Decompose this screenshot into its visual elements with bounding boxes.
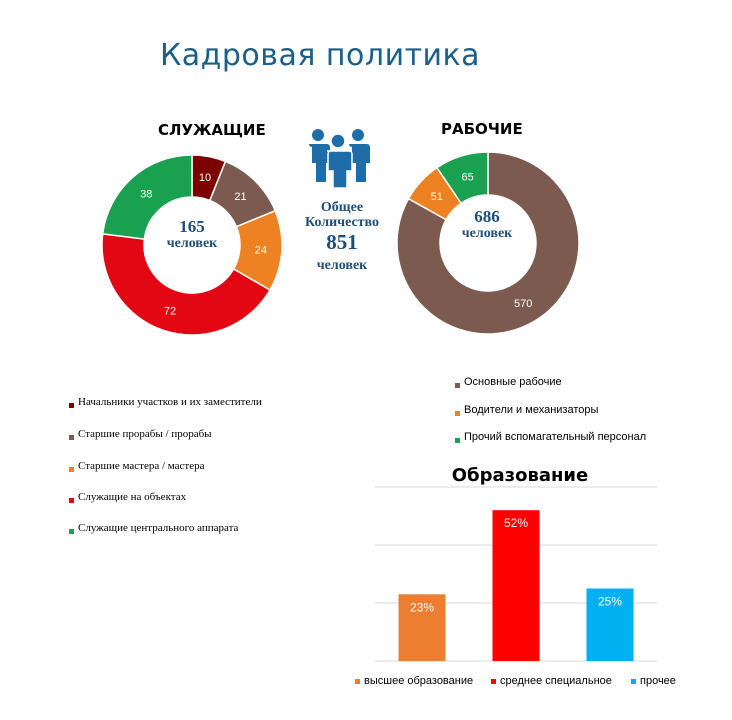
staff-slice-label: 72 (163, 305, 177, 318)
legend-swatch (455, 411, 460, 416)
people-icon (306, 126, 370, 188)
legend-label: Старшие прорабы / прорабы (78, 428, 212, 440)
total-label-2: Количество (304, 215, 380, 230)
education-legend-item (491, 675, 612, 687)
education-bar-label: 25% (597, 594, 623, 609)
legend-swatch (69, 529, 74, 534)
legend-label: Старшие мастера / мастера (78, 460, 205, 472)
staff-slice-label: 21 (234, 190, 247, 203)
workers-center-label (447, 208, 527, 241)
staff-legend-item (69, 396, 262, 408)
legend-label: Основные рабочие (464, 376, 562, 388)
education-bar-label: 23% (409, 600, 435, 615)
workers-center-unit: человек (461, 226, 513, 241)
staff-legend-item (69, 460, 205, 472)
workers-center-value: 686 (474, 207, 500, 226)
staff-center-unit: человек (166, 236, 218, 251)
legend-label: Водители и механизаторы (464, 404, 599, 416)
workers-slice-label: 570 (514, 297, 533, 310)
legend-swatch (355, 679, 360, 684)
legend-label: прочее (640, 675, 676, 687)
workers-slice-label: 51 (430, 191, 443, 204)
workers-slice-label: 65 (461, 171, 474, 184)
workers-legend-item (455, 404, 598, 416)
legend-label: Прочий вспомагательный персонал (464, 431, 647, 443)
education-chart-title: Образование (451, 465, 589, 486)
legend-swatch (69, 435, 74, 440)
staff-slice-label: 38 (140, 188, 153, 201)
legend-label: высшее образование (364, 675, 474, 687)
legend-swatch (455, 438, 460, 443)
total-value: 851 (326, 230, 358, 254)
workers-chart-title: РАБОЧИЕ (441, 120, 523, 138)
staff-center-label (152, 218, 232, 251)
staff-chart-title: СЛУЖАЩИЕ (158, 121, 266, 139)
education-bar-chart (375, 485, 657, 665)
legend-swatch (69, 498, 74, 503)
legend-swatch (69, 467, 74, 472)
workers-legend-item (455, 431, 646, 443)
legend-label: Начальники участков и их заместители (78, 396, 262, 408)
staff-center-value: 165 (179, 217, 205, 236)
workers-donut-chart (397, 152, 579, 334)
workers-legend-item (455, 376, 562, 388)
education-bar-label: 52% (503, 516, 529, 531)
education-legend-item (631, 675, 676, 687)
education-bar (493, 510, 540, 661)
staff-legend-item (69, 428, 212, 440)
staff-slice-label: 24 (254, 244, 267, 257)
education-legend-item (355, 675, 473, 687)
staff-legend-item (69, 491, 186, 503)
page-title: Кадровая политика (159, 38, 481, 73)
legend-swatch (491, 679, 496, 684)
total-count-block (294, 200, 390, 273)
legend-swatch (631, 679, 636, 684)
legend-label: Служащие центрального аппарата (78, 522, 239, 534)
staff-slice-label: 10 (198, 172, 212, 185)
total-unit: человек (316, 258, 368, 273)
legend-label: Служащие на объектах (78, 491, 187, 503)
staff-legend-item (69, 522, 238, 534)
legend-label: среднее специальное (500, 675, 612, 687)
legend-swatch (69, 403, 74, 408)
legend-swatch (455, 383, 460, 388)
total-label-1: Общее (320, 200, 364, 215)
